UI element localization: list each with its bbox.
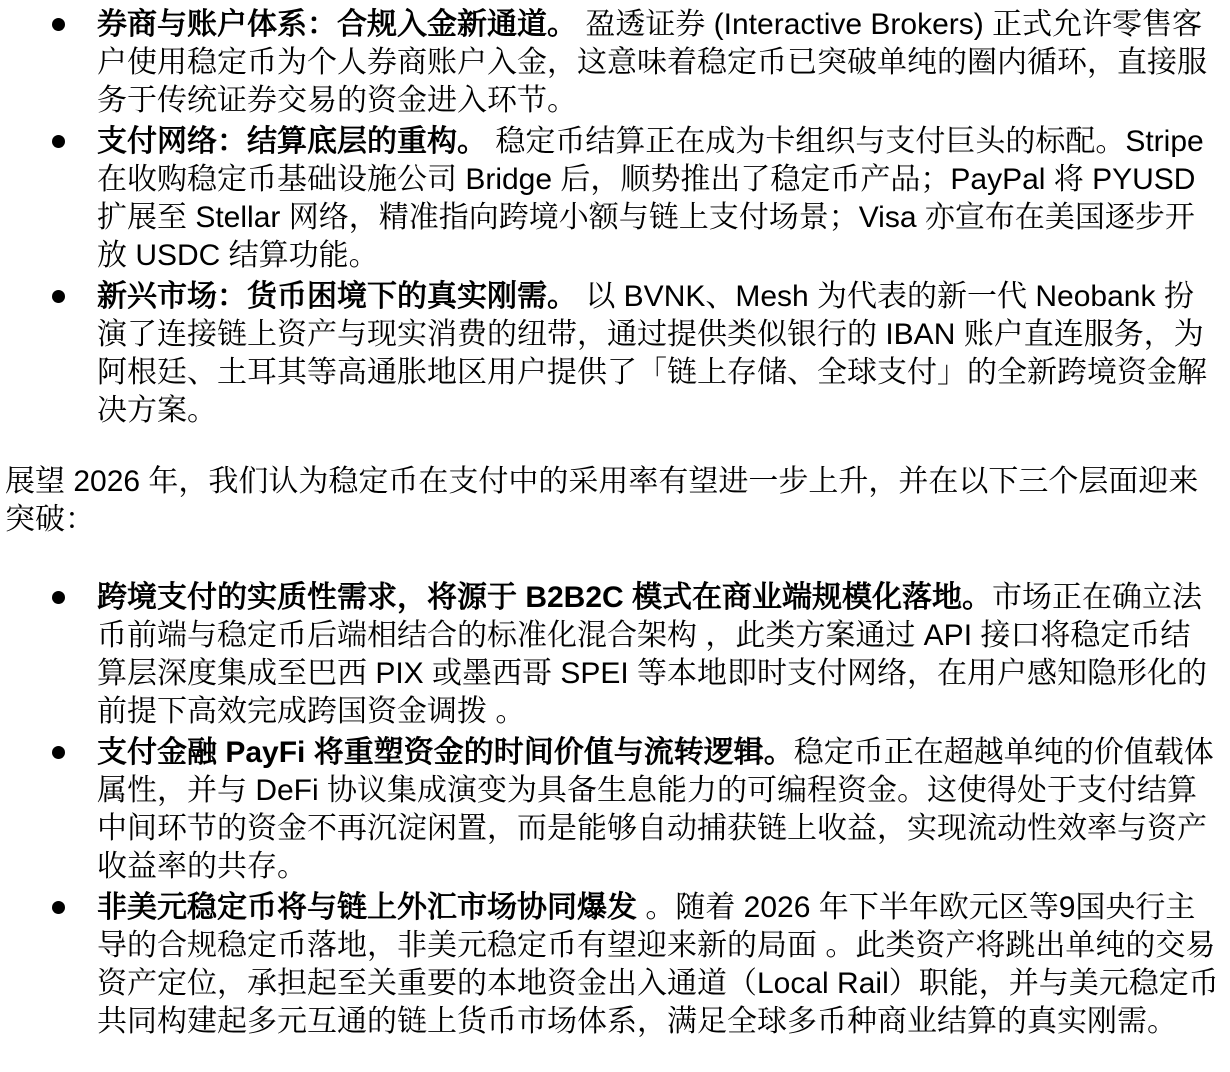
bullet-icon <box>52 290 65 303</box>
bullet-text: 市场正在确立法币前端与稳定币后端相结合的标准化混合架构 ，此类方案通过 API 接口将稳定币结算层深度集成至巴西 PIX 或墨西哥 SPEI 等本地即时支付网络，在用户感知隐形化的前提下高效完成跨国资金调拨 。 <box>97 581 1208 728</box>
bullet-text: 稳定币结算正在成为卡组织与支付巨头的标配。Stripe 在收购稳定币基础设施公司 Bridge 后，顺势推出了稳定币产品；PayPal 将 PYUSD 扩展至 Stellar 网络，精准指向跨境小额与链上支付场景；Visa 亦宣布在美国逐步开放 USDC 结算功能。 <box>97 125 1204 272</box>
bullet-text: 以 BVNK、Mesh 为代表的新一代 Neobank 扮演了连接链上资产与现实消费的纽带，通过提供类似银行的 IBAN 账户直连服务，为阿根廷、土耳其等高通胀地区用户提供了「链上存储、全球支付」的全新跨境资金解决方案。 <box>97 280 1207 427</box>
list-item <box>5 734 1220 886</box>
list-item <box>5 278 1220 430</box>
bullet-lead: 支付网络：结算底层的重构。 <box>97 125 487 158</box>
bullet-text: 。随着 2026 年下半年欧元区等9国央行主导的合规稳定币落地，非美元稳定币有望迎来新的局面 。此类资产将跳出单纯的交易资产定位，承担起至关重要的本地资金出入通道（Local Rail）职能，并与美元稳定币共同构建起多元互通的链上货币市场体系，满足全球多币种商业结算的真实刚需。 <box>97 891 1219 1038</box>
list-item <box>5 579 1220 731</box>
list-item <box>5 6 1220 120</box>
bullet-icon <box>52 135 65 148</box>
list-item <box>5 889 1220 1041</box>
bullet-text: 稳定币正在超越单纯的价值载体属性，并与 DeFi 协议集成演变为具备生息能力的可编程资金。这使得处于支付结算中间环节的资金不再沉淀闲置，而是能够自动捕获链上收益，实现流动性效率与资产收益率的共存。 <box>97 736 1214 883</box>
bullet-icon <box>52 901 65 914</box>
bullet-lead: 跨境支付的实质性需求，将源于 B2B2C 模式在商业端规模化落地。 <box>97 581 993 614</box>
bullet-lead: 支付金融 PayFi 将重塑资金的时间价值与流转逻辑。 <box>97 736 794 769</box>
bullet-list-bottom <box>5 579 1220 1041</box>
bullet-lead: 券商与账户体系：合规入金新通道。 <box>97 8 577 41</box>
bullet-icon <box>52 746 65 759</box>
bullet-lead: 非美元稳定币将与链上外汇市场协同爆发 <box>97 891 646 924</box>
bullet-icon <box>52 18 65 31</box>
bullet-icon <box>52 591 65 604</box>
bullet-lead: 新兴市场：货币困境下的真实刚需。 <box>97 280 577 313</box>
list-item <box>5 123 1220 275</box>
outlook-paragraph: 展望 2026 年，我们认为稳定币在支付中的采用率有望进一步上升，并在以下三个层面迎来突破： <box>5 465 1199 536</box>
bullet-list-top <box>5 6 1220 430</box>
bullet-text: 盈透证券 (Interactive Brokers) 正式允许零售客户使用稳定币为个人券商账户入金，这意味着稳定币已突破单纯的圈内循环，直接服务于传统证券交易的资金进入环节。 <box>97 8 1207 117</box>
